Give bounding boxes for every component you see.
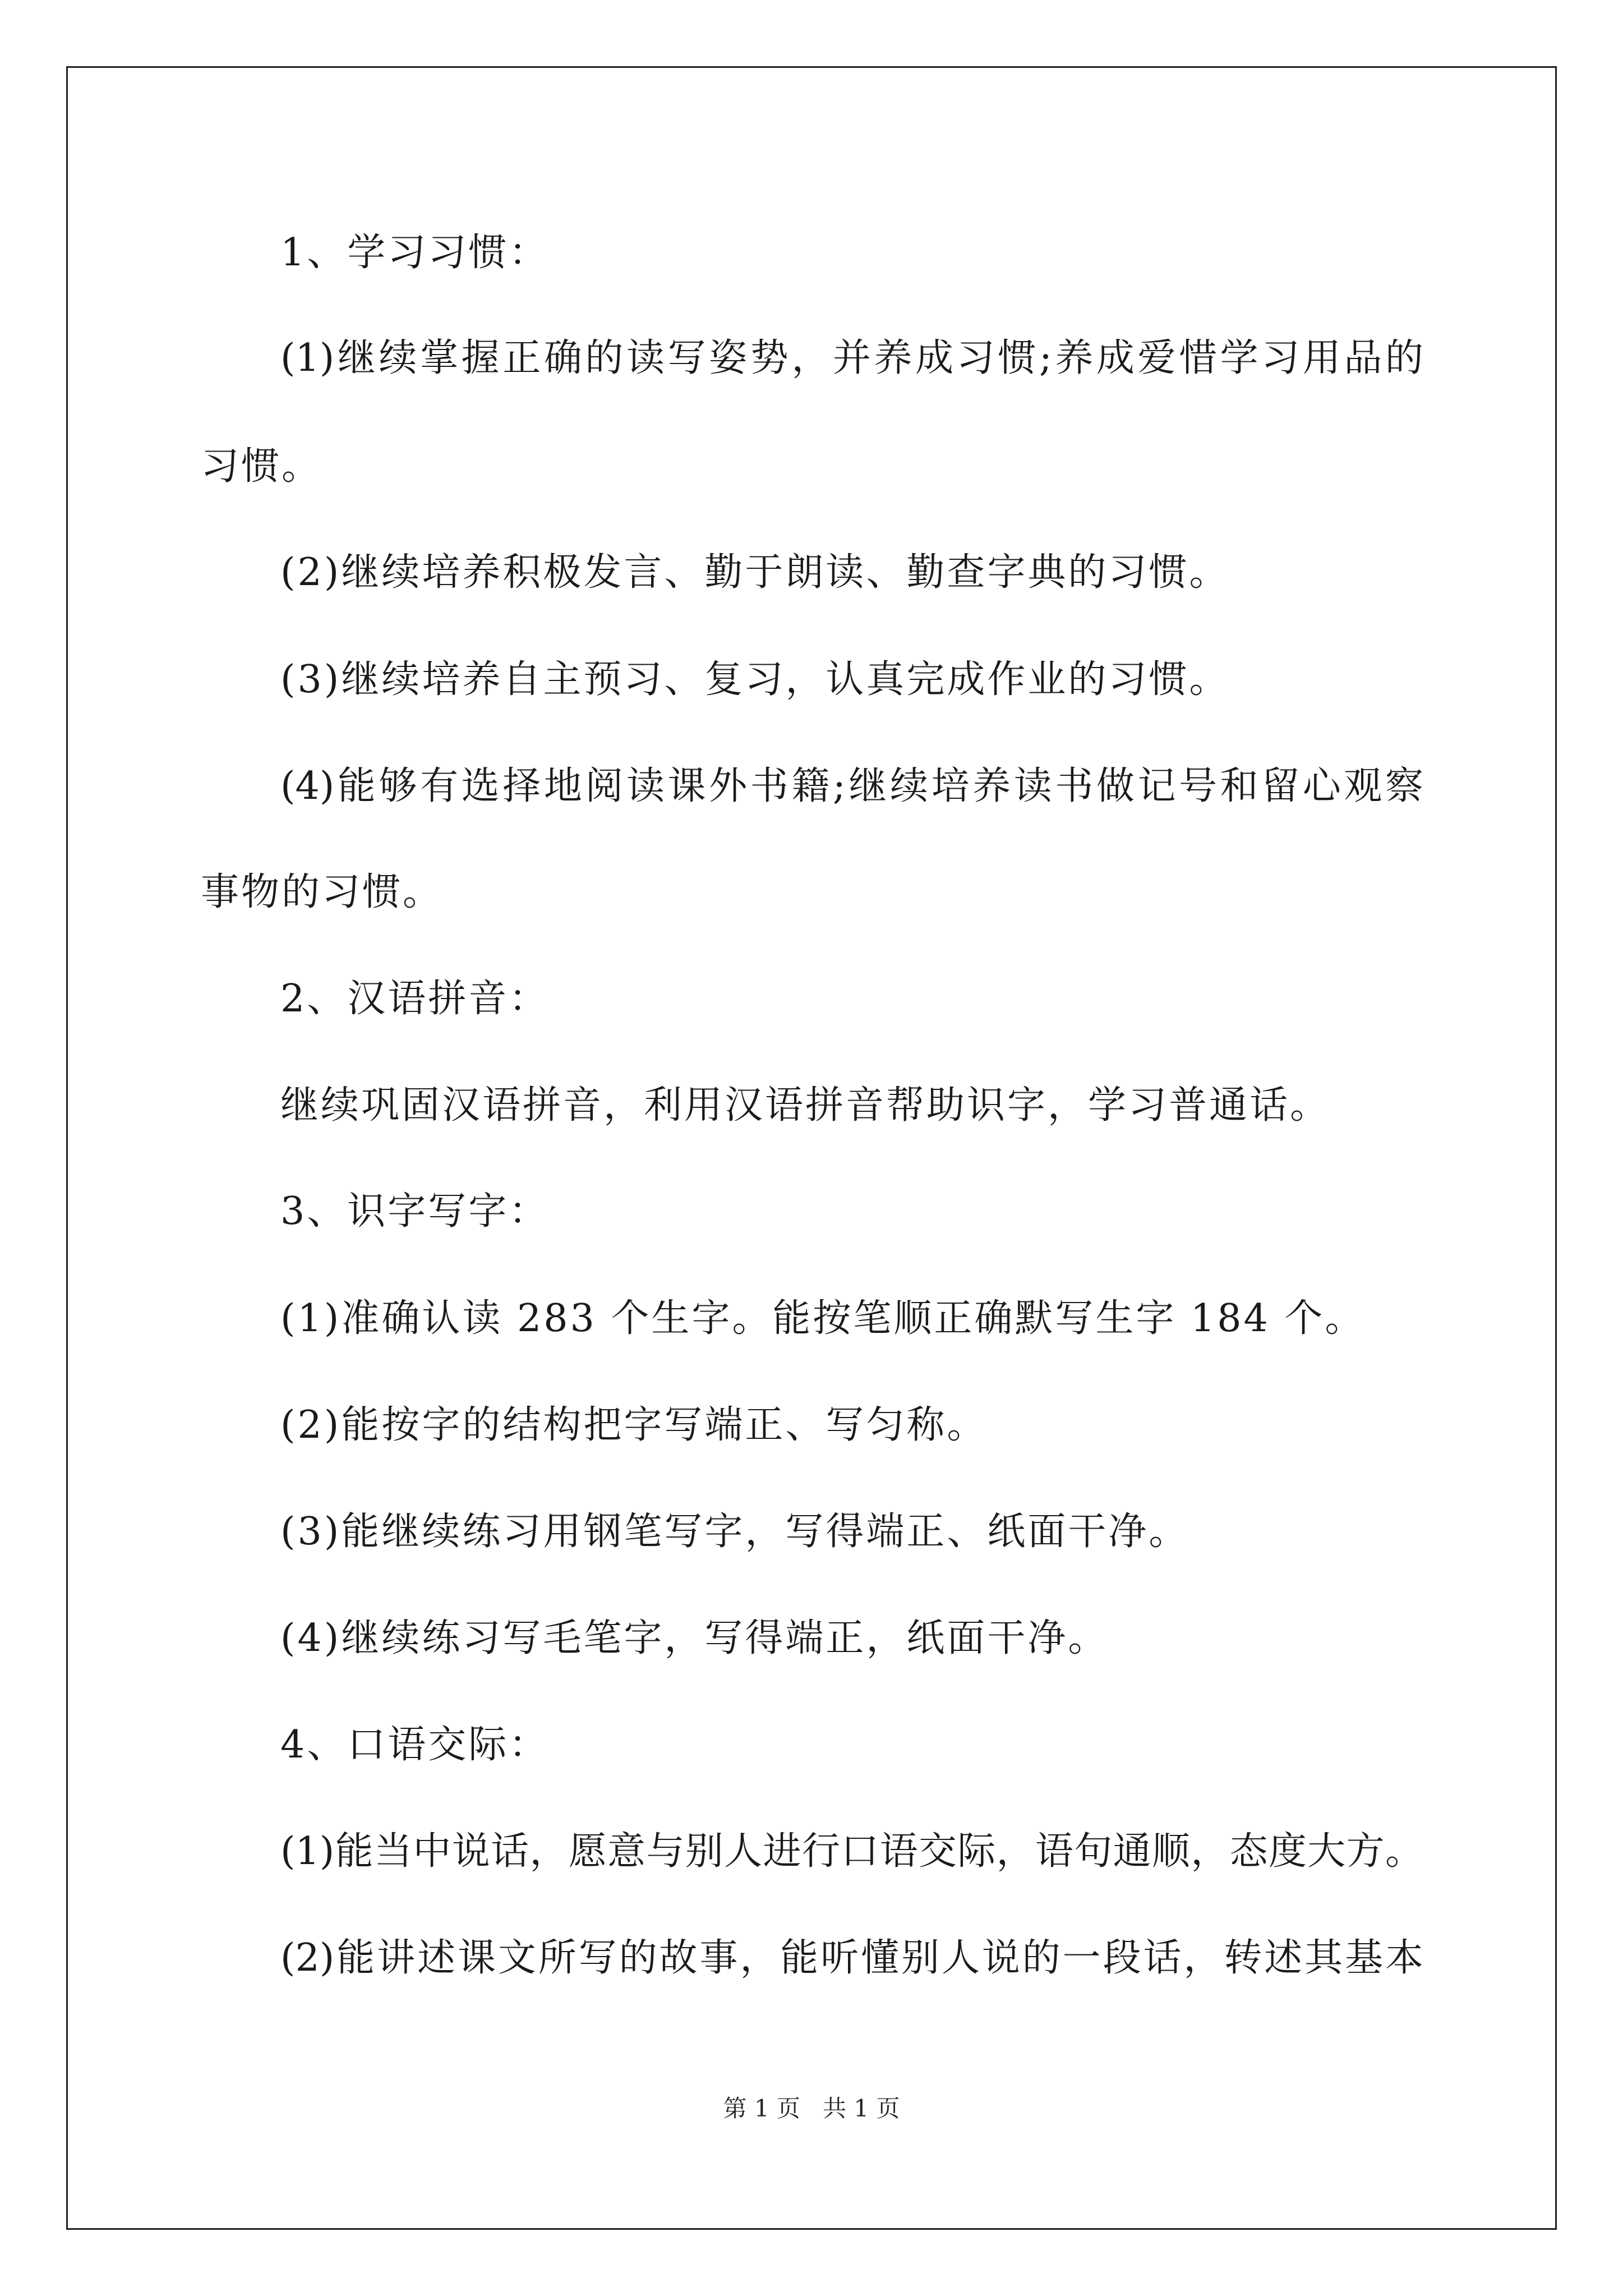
paragraph-line: (3)能继续练习用钢笔写字，写得端正、纸面干净。 — [280, 1510, 1189, 1554]
paragraph-line: (4)能够有选择地阅读课外书籍;继续培养读书做记号和留心观察 — [280, 764, 1423, 808]
paragraph-line: 习惯。 — [201, 444, 322, 489]
heading-pinyin: 2、汉语拼音： — [280, 977, 550, 1021]
paragraph-line: (1)能当中说话，愿意与别人进行口语交际，语句通顺，态度大方。 — [280, 1829, 1423, 1874]
paragraph-line: (1)准确认读 283 个生字。能按笔顺正确默写生字 184 个。 — [280, 1296, 1366, 1341]
paragraph-line: 继续巩固汉语拼音，利用汉语拼音帮助识字，学习普通话。 — [280, 1083, 1331, 1128]
heading-study-habits: 1、学习习惯： — [280, 231, 550, 275]
paragraph-line: (2)能按字的结构把字写端正、写匀称。 — [280, 1403, 988, 1447]
heading-literacy-writing: 3、识字写字： — [280, 1189, 550, 1234]
paragraph-line: (3)继续培养自主预习、复习，认真完成作业的习惯。 — [280, 657, 1230, 702]
paragraph-line: 事物的习惯。 — [201, 870, 444, 914]
paragraph-line: (2)继续培养积极发言、勤于朗读、勤查字典的习惯。 — [280, 550, 1230, 595]
page-footer: 第 1 页 共 1 页 — [723, 2095, 900, 2122]
paragraph-line: (4)继续练习写毛笔字，写得端正，纸面干净。 — [280, 1616, 1109, 1660]
heading-oral-communication: 4、口语交际： — [280, 1723, 550, 1767]
paragraph-line: (1)继续掌握正确的读写姿势，并养成习惯;养成爱惜学习用品的 — [280, 336, 1423, 380]
paragraph-line: (2)能讲述课文所写的故事，能听懂别人说的一段话，转述其基本 — [280, 1936, 1423, 1980]
page-border — [66, 66, 1557, 2230]
